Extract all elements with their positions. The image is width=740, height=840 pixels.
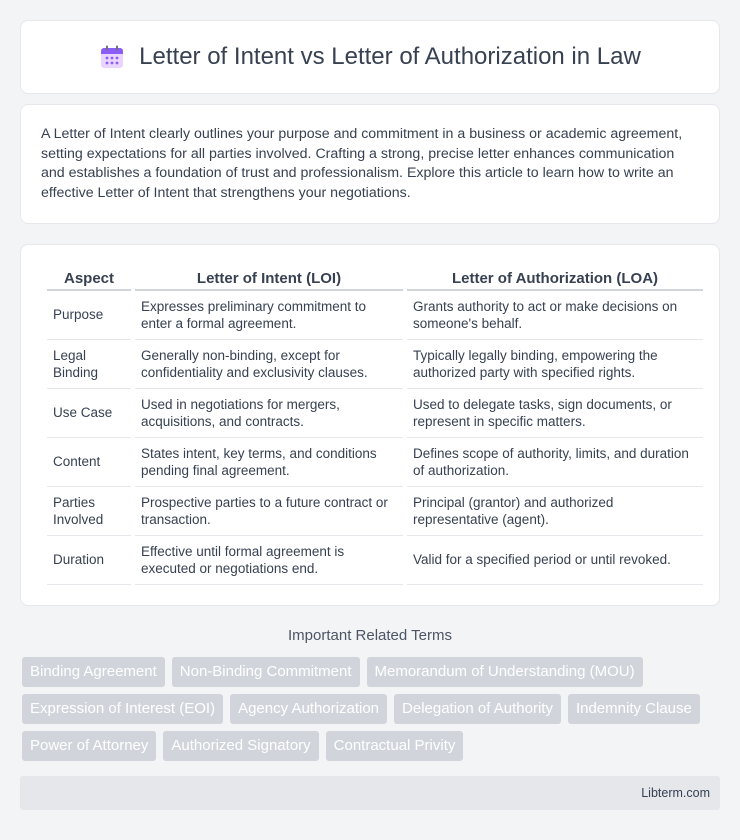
intro-card: [20, 104, 720, 224]
row-loi-value: Used in negotiations for mergers, acquisitions, and contracts.: [135, 389, 403, 438]
row-loi-value: Effective until formal agreement is executed or negotiations end.: [135, 536, 403, 585]
related-terms-heading: Important Related Terms: [288, 627, 452, 644]
tag-indemnity-clause[interactable]: Indemnity Clause: [568, 694, 700, 724]
row-aspect: Content: [47, 438, 131, 487]
row-loa-value: Defines scope of authority, limits, and duration of authorization.: [407, 438, 703, 487]
row-loa-value: Used to delegate tasks, sign documents, or represent in specific matters.: [407, 389, 703, 438]
column-header-aspect: Aspect: [47, 265, 131, 291]
row-loa-value: Valid for a specified period or until revoked.: [407, 536, 703, 585]
tag-delegation-of-authority[interactable]: Delegation of Authority: [394, 694, 561, 724]
column-header-loi: Letter of Intent (LOI): [135, 265, 403, 291]
tag-agency-authorization[interactable]: Agency Authorization: [230, 694, 387, 724]
row-aspect: Legal Binding: [47, 340, 131, 389]
intro-text: A Letter of Intent clearly outlines your purpose and commitment in a business or academic agreement, setting expectations for all parties involved. Crafting a strong, precise letter enhances communication and establishes a foundation of trust and professionalism. Explore this article to learn how to write an effective Letter of Intent that strengthens your negotiations.: [41, 126, 683, 201]
row-loa-value: Typically legally binding, empowering the authorized party with specified rights.: [407, 340, 703, 389]
comparison-table: [43, 265, 707, 585]
related-terms-list: [22, 657, 722, 761]
tag-mou[interactable]: Memorandum of Understanding (MOU): [367, 657, 643, 687]
row-loi-value: Expresses preliminary commitment to enter a formal agreement.: [135, 291, 403, 340]
tag-non-binding-commitment[interactable]: Non-Binding Commitment: [172, 657, 360, 687]
column-header-loa: Letter of Authorization (LOA): [407, 265, 703, 291]
row-loi-value: Generally non-binding, except for confidentiality and exclusivity clauses.: [135, 340, 403, 389]
table-row: [47, 536, 703, 585]
tag-contractual-privity[interactable]: Contractual Privity: [326, 731, 464, 761]
calendar-icon: [99, 44, 125, 70]
row-loi-value: States intent, key terms, and conditions pending final agreement.: [135, 438, 403, 487]
row-aspect: Purpose: [47, 291, 131, 340]
table-header-row: [47, 265, 703, 291]
page-title: Letter of Intent vs Letter of Authorization in Law: [139, 43, 641, 70]
row-loa-value: Principal (grantor) and authorized representative (agent).: [407, 487, 703, 536]
table-row: [47, 389, 703, 438]
row-loi-value: Prospective parties to a future contract or transaction.: [135, 487, 403, 536]
row-loa-value: Grants authority to act or make decisions on someone's behalf.: [407, 291, 703, 340]
tag-binding-agreement[interactable]: Binding Agreement: [22, 657, 165, 687]
tag-authorized-signatory[interactable]: Authorized Signatory: [163, 731, 318, 761]
row-aspect: Duration: [47, 536, 131, 585]
row-aspect: Use Case: [47, 389, 131, 438]
row-aspect: Parties Involved: [47, 487, 131, 536]
comparison-table-card: [20, 244, 720, 606]
table-row: [47, 291, 703, 340]
tag-eoi[interactable]: Expression of Interest (EOI): [22, 694, 223, 724]
tag-power-of-attorney[interactable]: Power of Attorney: [22, 731, 156, 761]
table-row: [47, 438, 703, 487]
footer-site-link[interactable]: Libterm.com: [641, 786, 710, 800]
title-card: [20, 20, 720, 94]
footer: [20, 776, 720, 810]
table-row: [47, 487, 703, 536]
table-row: [47, 340, 703, 389]
